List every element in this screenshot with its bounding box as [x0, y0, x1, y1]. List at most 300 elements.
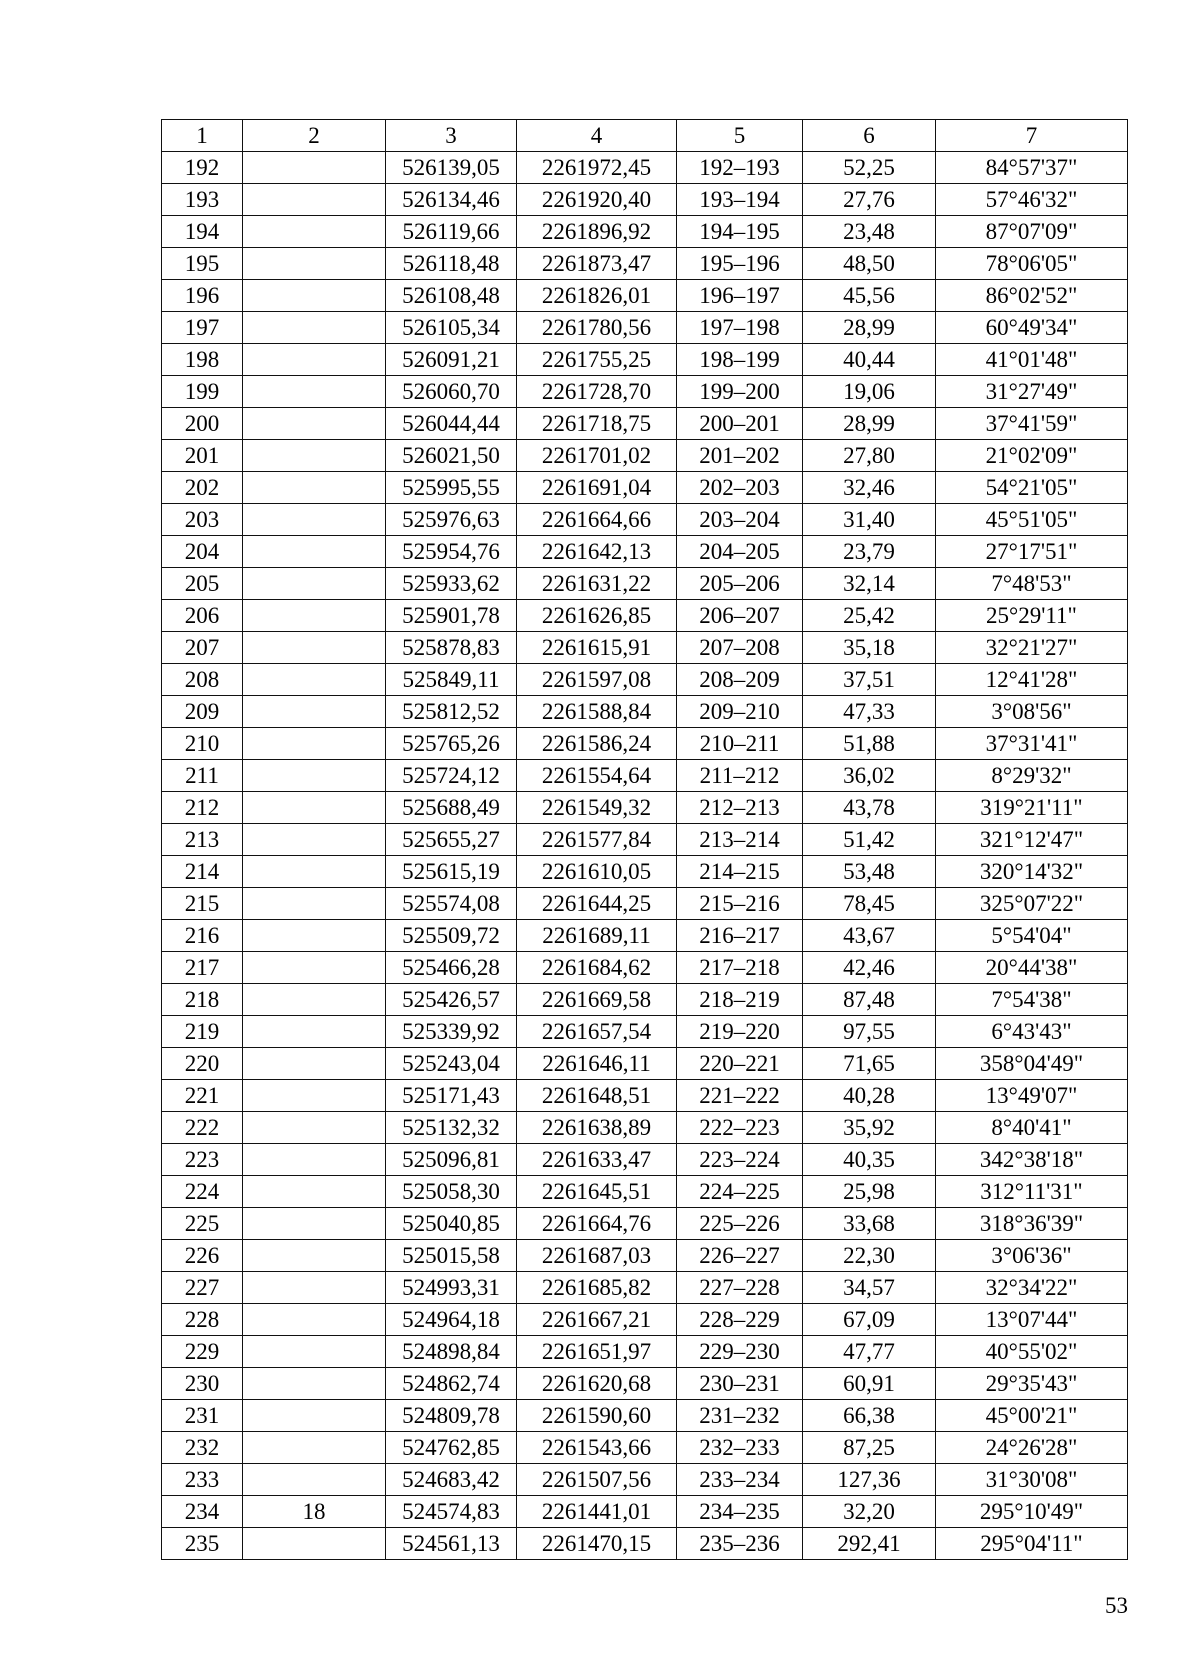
column-2-cell — [243, 1144, 386, 1176]
x-coordinate-cell: 525015,58 — [386, 1240, 517, 1272]
y-coordinate-cell: 2261657,54 — [517, 1016, 677, 1048]
table-row — [162, 504, 1128, 536]
length-cell: 32,46 — [803, 472, 936, 504]
length-cell: 32,20 — [803, 1496, 936, 1528]
point-number-cell: 217 — [162, 952, 243, 984]
angle-cell: 5°54'04" — [936, 920, 1128, 952]
angle-cell: 321°12'47" — [936, 824, 1128, 856]
length-cell: 31,40 — [803, 504, 936, 536]
length-cell: 87,48 — [803, 984, 936, 1016]
segment-cell: 199–200 — [677, 376, 803, 408]
x-coordinate-cell: 525096,81 — [386, 1144, 517, 1176]
x-coordinate-cell: 525426,57 — [386, 984, 517, 1016]
x-coordinate-cell: 526119,66 — [386, 216, 517, 248]
length-cell: 52,25 — [803, 152, 936, 184]
column-2-cell — [243, 1368, 386, 1400]
length-cell: 32,14 — [803, 568, 936, 600]
angle-cell: 60°49'34" — [936, 312, 1128, 344]
length-cell: 53,48 — [803, 856, 936, 888]
length-cell: 66,38 — [803, 1400, 936, 1432]
segment-cell: 227–228 — [677, 1272, 803, 1304]
x-coordinate-cell: 524762,85 — [386, 1432, 517, 1464]
point-number-cell: 223 — [162, 1144, 243, 1176]
y-coordinate-cell: 2261664,76 — [517, 1208, 677, 1240]
column-2-cell — [243, 824, 386, 856]
angle-cell: 3°08'56" — [936, 696, 1128, 728]
angle-cell: 295°04'11" — [936, 1528, 1128, 1560]
angle-cell: 325°07'22" — [936, 888, 1128, 920]
column-2-cell — [243, 216, 386, 248]
segment-cell: 232–233 — [677, 1432, 803, 1464]
column-2-cell — [243, 280, 386, 312]
table-row — [162, 248, 1128, 280]
segment-cell: 226–227 — [677, 1240, 803, 1272]
segment-cell: 213–214 — [677, 824, 803, 856]
y-coordinate-cell: 2261586,24 — [517, 728, 677, 760]
point-number-cell: 230 — [162, 1368, 243, 1400]
length-cell: 33,68 — [803, 1208, 936, 1240]
length-cell: 97,55 — [803, 1016, 936, 1048]
length-cell: 43,78 — [803, 792, 936, 824]
y-coordinate-cell: 2261620,68 — [517, 1368, 677, 1400]
length-cell: 45,56 — [803, 280, 936, 312]
table-row — [162, 1080, 1128, 1112]
table-row — [162, 792, 1128, 824]
table-row — [162, 1464, 1128, 1496]
y-coordinate-cell: 2261687,03 — [517, 1240, 677, 1272]
length-cell: 34,57 — [803, 1272, 936, 1304]
segment-cell: 201–202 — [677, 440, 803, 472]
x-coordinate-cell: 525878,83 — [386, 632, 517, 664]
column-2-cell — [243, 376, 386, 408]
point-number-cell: 192 — [162, 152, 243, 184]
table-row — [162, 664, 1128, 696]
x-coordinate-cell: 525933,62 — [386, 568, 517, 600]
point-number-cell: 231 — [162, 1400, 243, 1432]
length-cell: 67,09 — [803, 1304, 936, 1336]
length-cell: 28,99 — [803, 408, 936, 440]
table-row — [162, 440, 1128, 472]
point-number-cell: 202 — [162, 472, 243, 504]
y-coordinate-cell: 2261590,60 — [517, 1400, 677, 1432]
y-coordinate-cell: 2261633,47 — [517, 1144, 677, 1176]
table-row — [162, 1368, 1128, 1400]
angle-cell: 318°36'39" — [936, 1208, 1128, 1240]
segment-cell: 219–220 — [677, 1016, 803, 1048]
x-coordinate-cell: 525466,28 — [386, 952, 517, 984]
angle-cell: 37°31'41" — [936, 728, 1128, 760]
segment-cell: 202–203 — [677, 472, 803, 504]
length-cell: 43,67 — [803, 920, 936, 952]
segment-cell: 207–208 — [677, 632, 803, 664]
angle-cell: 45°00'21" — [936, 1400, 1128, 1432]
point-number-cell: 194 — [162, 216, 243, 248]
length-cell: 36,02 — [803, 760, 936, 792]
y-coordinate-cell: 2261648,51 — [517, 1080, 677, 1112]
point-number-cell: 222 — [162, 1112, 243, 1144]
segment-cell: 208–209 — [677, 664, 803, 696]
x-coordinate-cell: 525849,11 — [386, 664, 517, 696]
segment-cell: 210–211 — [677, 728, 803, 760]
table-row — [162, 1496, 1128, 1528]
y-coordinate-cell: 2261615,91 — [517, 632, 677, 664]
table-row — [162, 1400, 1128, 1432]
y-coordinate-cell: 2261728,70 — [517, 376, 677, 408]
point-number-cell: 210 — [162, 728, 243, 760]
table-row — [162, 1272, 1128, 1304]
column-2-cell — [243, 632, 386, 664]
point-number-cell: 205 — [162, 568, 243, 600]
length-cell: 19,06 — [803, 376, 936, 408]
column-2-cell — [243, 1048, 386, 1080]
segment-cell: 196–197 — [677, 280, 803, 312]
y-coordinate-cell: 2261644,25 — [517, 888, 677, 920]
x-coordinate-cell: 526139,05 — [386, 152, 517, 184]
y-coordinate-cell: 2261597,08 — [517, 664, 677, 696]
segment-cell: 197–198 — [677, 312, 803, 344]
table-row — [162, 1144, 1128, 1176]
column-2-cell — [243, 408, 386, 440]
x-coordinate-cell: 524561,13 — [386, 1528, 517, 1560]
table-row — [162, 984, 1128, 1016]
table-row — [162, 824, 1128, 856]
column-2-cell — [243, 184, 386, 216]
segment-cell: 217–218 — [677, 952, 803, 984]
column-2-cell — [243, 1464, 386, 1496]
y-coordinate-cell: 2261507,56 — [517, 1464, 677, 1496]
x-coordinate-cell: 525812,52 — [386, 696, 517, 728]
y-coordinate-cell: 2261873,47 — [517, 248, 677, 280]
length-cell: 51,88 — [803, 728, 936, 760]
angle-cell: 32°21'27" — [936, 632, 1128, 664]
x-coordinate-cell: 526108,48 — [386, 280, 517, 312]
column-header: 7 — [936, 120, 1128, 152]
segment-cell: 205–206 — [677, 568, 803, 600]
table-row — [162, 152, 1128, 184]
x-coordinate-cell: 526091,21 — [386, 344, 517, 376]
y-coordinate-cell: 2261684,62 — [517, 952, 677, 984]
x-coordinate-cell: 524898,84 — [386, 1336, 517, 1368]
point-number-cell: 213 — [162, 824, 243, 856]
segment-cell: 220–221 — [677, 1048, 803, 1080]
angle-cell: 6°43'43" — [936, 1016, 1128, 1048]
y-coordinate-cell: 2261701,02 — [517, 440, 677, 472]
column-2-cell — [243, 152, 386, 184]
length-cell: 47,77 — [803, 1336, 936, 1368]
x-coordinate-cell: 526044,44 — [386, 408, 517, 440]
column-2-cell — [243, 312, 386, 344]
point-number-cell: 204 — [162, 536, 243, 568]
angle-cell: 7°48'53" — [936, 568, 1128, 600]
angle-cell: 37°41'59" — [936, 408, 1128, 440]
segment-cell: 224–225 — [677, 1176, 803, 1208]
segment-cell: 215–216 — [677, 888, 803, 920]
column-2-cell — [243, 568, 386, 600]
segment-cell: 212–213 — [677, 792, 803, 824]
y-coordinate-cell: 2261646,11 — [517, 1048, 677, 1080]
column-2-cell — [243, 1208, 386, 1240]
column-2-cell — [243, 472, 386, 504]
table-row — [162, 280, 1128, 312]
table-row — [162, 1016, 1128, 1048]
segment-cell: 193–194 — [677, 184, 803, 216]
point-number-cell: 198 — [162, 344, 243, 376]
column-2-cell — [243, 1240, 386, 1272]
length-cell: 51,42 — [803, 824, 936, 856]
length-cell: 42,46 — [803, 952, 936, 984]
x-coordinate-cell: 525132,32 — [386, 1112, 517, 1144]
angle-cell: 40°55'02" — [936, 1336, 1128, 1368]
segment-cell: 200–201 — [677, 408, 803, 440]
point-number-cell: 201 — [162, 440, 243, 472]
point-number-cell: 220 — [162, 1048, 243, 1080]
length-cell: 25,98 — [803, 1176, 936, 1208]
segment-cell: 218–219 — [677, 984, 803, 1016]
length-cell: 48,50 — [803, 248, 936, 280]
angle-cell: 31°27'49" — [936, 376, 1128, 408]
y-coordinate-cell: 2261669,58 — [517, 984, 677, 1016]
point-number-cell: 199 — [162, 376, 243, 408]
angle-cell: 319°21'11" — [936, 792, 1128, 824]
angle-cell: 312°11'31" — [936, 1176, 1128, 1208]
column-2-cell — [243, 728, 386, 760]
table-row — [162, 1112, 1128, 1144]
segment-cell: 204–205 — [677, 536, 803, 568]
segment-cell: 229–230 — [677, 1336, 803, 1368]
segment-cell: 235–236 — [677, 1528, 803, 1560]
angle-cell: 78°06'05" — [936, 248, 1128, 280]
point-number-cell: 225 — [162, 1208, 243, 1240]
header-row — [162, 120, 1128, 152]
length-cell: 40,35 — [803, 1144, 936, 1176]
point-number-cell: 234 — [162, 1496, 243, 1528]
y-coordinate-cell: 2261642,13 — [517, 536, 677, 568]
segment-cell: 231–232 — [677, 1400, 803, 1432]
table-row — [162, 344, 1128, 376]
x-coordinate-cell: 526105,34 — [386, 312, 517, 344]
angle-cell: 24°26'28" — [936, 1432, 1128, 1464]
y-coordinate-cell: 2261631,22 — [517, 568, 677, 600]
y-coordinate-cell: 2261667,21 — [517, 1304, 677, 1336]
point-number-cell: 228 — [162, 1304, 243, 1336]
x-coordinate-cell: 524862,74 — [386, 1368, 517, 1400]
table-row — [162, 696, 1128, 728]
length-cell: 47,33 — [803, 696, 936, 728]
segment-cell: 222–223 — [677, 1112, 803, 1144]
table-row — [162, 536, 1128, 568]
table-row — [162, 856, 1128, 888]
length-cell: 22,30 — [803, 1240, 936, 1272]
point-number-cell: 215 — [162, 888, 243, 920]
column-2-cell — [243, 600, 386, 632]
x-coordinate-cell: 526134,46 — [386, 184, 517, 216]
angle-cell: 27°17'51" — [936, 536, 1128, 568]
x-coordinate-cell: 525509,72 — [386, 920, 517, 952]
table-row — [162, 312, 1128, 344]
segment-cell: 206–207 — [677, 600, 803, 632]
segment-cell: 195–196 — [677, 248, 803, 280]
point-number-cell: 193 — [162, 184, 243, 216]
point-number-cell: 212 — [162, 792, 243, 824]
length-cell: 78,45 — [803, 888, 936, 920]
table-row — [162, 1048, 1128, 1080]
table-row — [162, 216, 1128, 248]
y-coordinate-cell: 2261718,75 — [517, 408, 677, 440]
x-coordinate-cell: 525058,30 — [386, 1176, 517, 1208]
table-row — [162, 1432, 1128, 1464]
point-number-cell: 226 — [162, 1240, 243, 1272]
y-coordinate-cell: 2261638,89 — [517, 1112, 677, 1144]
length-cell: 25,42 — [803, 600, 936, 632]
point-number-cell: 214 — [162, 856, 243, 888]
x-coordinate-cell: 525995,55 — [386, 472, 517, 504]
length-cell: 23,48 — [803, 216, 936, 248]
y-coordinate-cell: 2261685,82 — [517, 1272, 677, 1304]
y-coordinate-cell: 2261689,11 — [517, 920, 677, 952]
table-row — [162, 184, 1128, 216]
angle-cell: 342°38'18" — [936, 1144, 1128, 1176]
point-number-cell: 200 — [162, 408, 243, 440]
point-number-cell: 227 — [162, 1272, 243, 1304]
angle-cell: 12°41'28" — [936, 664, 1128, 696]
y-coordinate-cell: 2261554,64 — [517, 760, 677, 792]
angle-cell: 358°04'49" — [936, 1048, 1128, 1080]
length-cell: 127,36 — [803, 1464, 936, 1496]
x-coordinate-cell: 524964,18 — [386, 1304, 517, 1336]
column-2-cell — [243, 664, 386, 696]
table-row — [162, 472, 1128, 504]
point-number-cell: 206 — [162, 600, 243, 632]
x-coordinate-cell: 525976,63 — [386, 504, 517, 536]
x-coordinate-cell: 526021,50 — [386, 440, 517, 472]
table-body — [162, 152, 1128, 1560]
column-2-cell — [243, 1528, 386, 1560]
y-coordinate-cell: 2261549,32 — [517, 792, 677, 824]
page-number: 53 — [1105, 1593, 1128, 1618]
angle-cell: 84°57'37" — [936, 152, 1128, 184]
angle-cell: 32°34'22" — [936, 1272, 1128, 1304]
table-row — [162, 632, 1128, 664]
column-header: 2 — [243, 120, 386, 152]
x-coordinate-cell: 524683,42 — [386, 1464, 517, 1496]
angle-cell: 8°29'32" — [936, 760, 1128, 792]
segment-cell: 234–235 — [677, 1496, 803, 1528]
column-2-cell — [243, 536, 386, 568]
x-coordinate-cell: 525724,12 — [386, 760, 517, 792]
y-coordinate-cell: 2261896,92 — [517, 216, 677, 248]
segment-cell: 194–195 — [677, 216, 803, 248]
y-coordinate-cell: 2261543,66 — [517, 1432, 677, 1464]
point-number-cell: 208 — [162, 664, 243, 696]
y-coordinate-cell: 2261626,85 — [517, 600, 677, 632]
x-coordinate-cell: 526118,48 — [386, 248, 517, 280]
point-number-cell: 218 — [162, 984, 243, 1016]
length-cell: 27,80 — [803, 440, 936, 472]
length-cell: 60,91 — [803, 1368, 936, 1400]
table-row — [162, 952, 1128, 984]
point-number-cell: 235 — [162, 1528, 243, 1560]
segment-cell: 225–226 — [677, 1208, 803, 1240]
column-2-cell — [243, 1272, 386, 1304]
angle-cell: 57°46'32" — [936, 184, 1128, 216]
angle-cell: 86°02'52" — [936, 280, 1128, 312]
x-coordinate-cell: 525688,49 — [386, 792, 517, 824]
column-2-cell — [243, 920, 386, 952]
angle-cell: 45°51'05" — [936, 504, 1128, 536]
y-coordinate-cell: 2261826,01 — [517, 280, 677, 312]
y-coordinate-cell: 2261755,25 — [517, 344, 677, 376]
angle-cell: 29°35'43" — [936, 1368, 1128, 1400]
column-header: 6 — [803, 120, 936, 152]
segment-cell: 216–217 — [677, 920, 803, 952]
table-row — [162, 920, 1128, 952]
table-header — [162, 120, 1128, 152]
y-coordinate-cell: 2261780,56 — [517, 312, 677, 344]
angle-cell: 320°14'32" — [936, 856, 1128, 888]
column-2-cell — [243, 1112, 386, 1144]
angle-cell: 8°40'41" — [936, 1112, 1128, 1144]
x-coordinate-cell: 525339,92 — [386, 1016, 517, 1048]
angle-cell: 7°54'38" — [936, 984, 1128, 1016]
segment-cell: 233–234 — [677, 1464, 803, 1496]
y-coordinate-cell: 2261645,51 — [517, 1176, 677, 1208]
x-coordinate-cell: 525954,76 — [386, 536, 517, 568]
column-2-cell — [243, 248, 386, 280]
column-2-cell — [243, 1336, 386, 1368]
table-row — [162, 376, 1128, 408]
length-cell: 35,18 — [803, 632, 936, 664]
y-coordinate-cell: 2261920,40 — [517, 184, 677, 216]
point-number-cell: 219 — [162, 1016, 243, 1048]
point-number-cell: 207 — [162, 632, 243, 664]
length-cell: 28,99 — [803, 312, 936, 344]
column-2-cell — [243, 1432, 386, 1464]
y-coordinate-cell: 2261441,01 — [517, 1496, 677, 1528]
point-number-cell: 224 — [162, 1176, 243, 1208]
y-coordinate-cell: 2261610,05 — [517, 856, 677, 888]
x-coordinate-cell: 525171,43 — [386, 1080, 517, 1112]
column-2-cell — [243, 984, 386, 1016]
point-number-cell: 197 — [162, 312, 243, 344]
y-coordinate-cell: 2261651,97 — [517, 1336, 677, 1368]
column-2-cell — [243, 1016, 386, 1048]
table-row — [162, 1208, 1128, 1240]
column-header: 3 — [386, 120, 517, 152]
column-2-cell — [243, 1400, 386, 1432]
y-coordinate-cell: 2261691,04 — [517, 472, 677, 504]
x-coordinate-cell: 525765,26 — [386, 728, 517, 760]
segment-cell: 211–212 — [677, 760, 803, 792]
segment-cell: 198–199 — [677, 344, 803, 376]
x-coordinate-cell: 524574,83 — [386, 1496, 517, 1528]
point-number-cell: 233 — [162, 1464, 243, 1496]
x-coordinate-cell: 525040,85 — [386, 1208, 517, 1240]
table-row — [162, 1176, 1128, 1208]
point-number-cell: 195 — [162, 248, 243, 280]
y-coordinate-cell: 2261588,84 — [517, 696, 677, 728]
y-coordinate-cell: 2261972,45 — [517, 152, 677, 184]
x-coordinate-cell: 525243,04 — [386, 1048, 517, 1080]
column-header: 4 — [517, 120, 677, 152]
x-coordinate-cell: 525615,19 — [386, 856, 517, 888]
point-number-cell: 232 — [162, 1432, 243, 1464]
table-row — [162, 760, 1128, 792]
column-2-cell: 18 — [243, 1496, 386, 1528]
x-coordinate-cell: 524993,31 — [386, 1272, 517, 1304]
column-2-cell — [243, 440, 386, 472]
length-cell: 40,28 — [803, 1080, 936, 1112]
angle-cell: 31°30'08" — [936, 1464, 1128, 1496]
